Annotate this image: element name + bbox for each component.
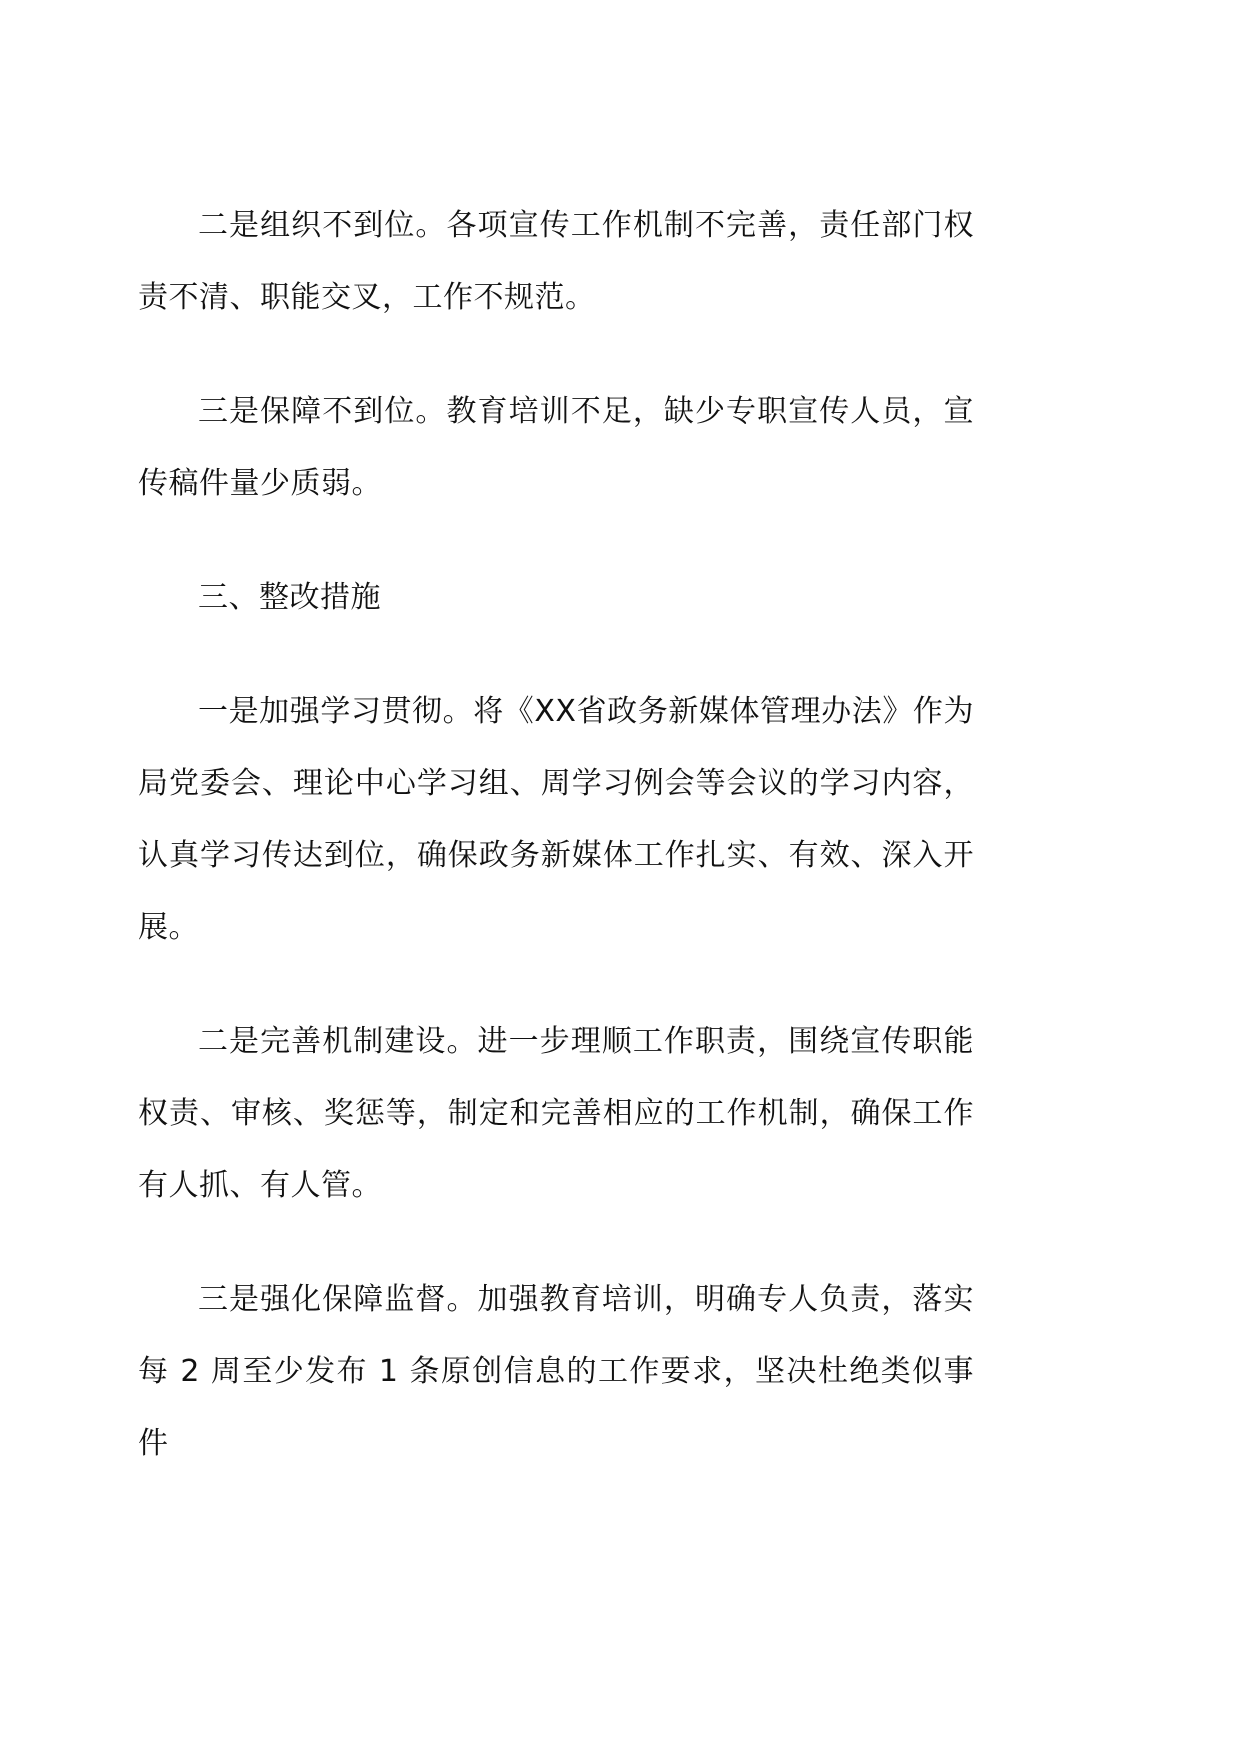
- paragraph-spacer: [138, 334, 974, 376]
- paragraph-spacer: [138, 520, 974, 562]
- paragraph-spacer: [138, 634, 974, 676]
- paragraph-spacer: [138, 1222, 974, 1264]
- paragraph-spacer: [138, 964, 974, 1006]
- paragraph-mechanism-measure: 二是完善机制建设。进一步理顺工作职责，围绕宣传职能权责、审核、奖惩等，制定和完善相应的工作机制，确保工作有人抓、有人管。: [138, 1024, 974, 1203]
- paragraph-guarantee-issue: 三是保障不到位。教育培训不足，缺少专职宣传人员，宣传稿件量少质弱。: [138, 394, 974, 501]
- paragraph-supervision-measure: 三是强化保障监督。加强教育培训，明确专人负责，落实每 2 周至少发布 1 条原创信息的工作要求，坚决杜绝类似事件: [138, 1282, 974, 1461]
- paragraph-organization-issue: 二是组织不到位。各项宣传工作机制不完善，责任部门权责不清、职能交叉，工作不规范。: [138, 208, 974, 315]
- section-heading-rectification: 三、整改措施: [198, 580, 381, 615]
- paragraph-study-measure: 一是加强学习贯彻。将《XX省政务新媒体管理办法》作为局党委会、理论中心学习组、周学习例会等会议的学习内容，认真学习传达到位，确保政务新媒体工作扎实、有效、深入开展。: [138, 694, 974, 945]
- document-body: [138, 190, 974, 1480]
